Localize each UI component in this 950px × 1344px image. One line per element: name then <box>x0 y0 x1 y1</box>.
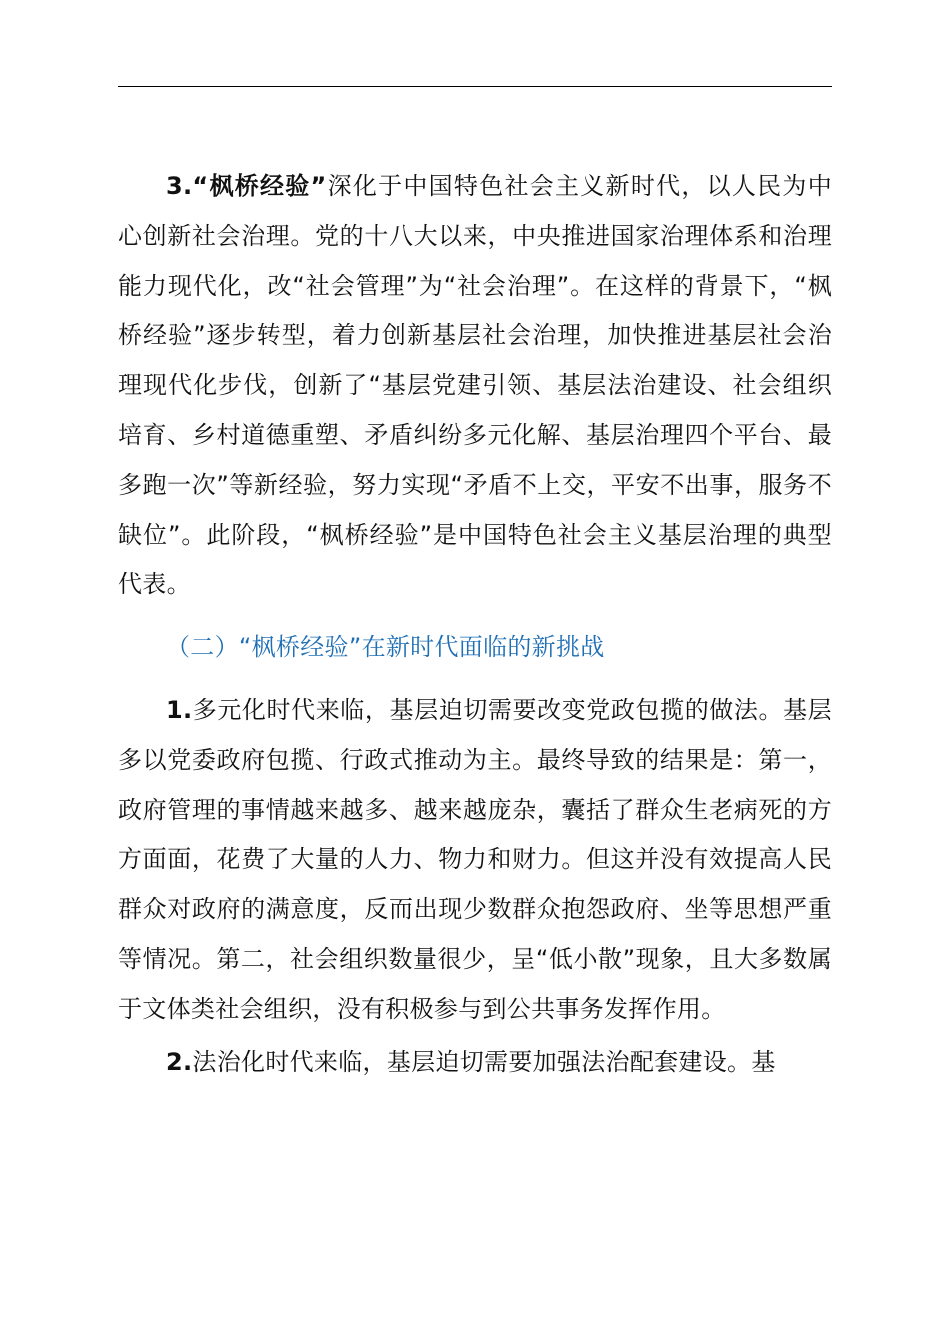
header-rule <box>118 86 832 87</box>
paragraph-2 <box>118 1038 832 1088</box>
paragraph-1 <box>118 686 832 1035</box>
paragraph-number: 3. <box>166 172 193 200</box>
paragraph-text: 深化于中国特色社会主义新时代，以人民为中心创新社会治理。党的十八大以来，中央推进国家治理体系和治理能力现代化，改“社会管理”为“社会治理”。在这样的背景下，“枫桥经验”逐步转型，着力创新基层社会治理，加快推进基层社会治理现代化步伐，创新了“基层党建引领、基层法治建设、社会组织培育、乡村道德重塑、矛盾纠纷多元化解、基层治理四个平台、最多跑一次”等新经验，努力实现“矛盾不上交，平安不出事，服务不缺位”。此阶段，“枫桥经验”是中国特色社会主义基层治理的典型代表。 <box>118 172 832 599</box>
paragraph-lead: “枫桥经验” <box>192 172 327 200</box>
paragraph-number: 1. <box>166 695 193 724</box>
section-heading: （二）“枫桥经验”在新时代面临的新挑战 <box>166 633 605 662</box>
document-body <box>118 162 832 1087</box>
paragraph-text: 法治化时代来临，基层迫切需要加强法治配套建设。基 <box>192 1047 776 1076</box>
paragraph-3 <box>118 162 832 610</box>
paragraph-text: 多元化时代来临，基层迫切需要改变党政包揽的做法。基层多以党委政府包揽、行政式推动为主。最终导致的结果是：第一，政府管理的事情越来越多、越来越庞杂，囊括了群众生老病死的方方面面，花费了大量的人力、物力和财力。但这并没有效提高人民群众对政府的满意度，反而出现少数群众抱怨政府、坐等思想严重等情况。第二，社会组织数量很少，呈“低小散”现象，且大多数属于文体类社会组织，没有积极参与到公共事务发挥作用。 <box>118 695 832 1023</box>
paragraph-number: 2. <box>166 1047 193 1076</box>
